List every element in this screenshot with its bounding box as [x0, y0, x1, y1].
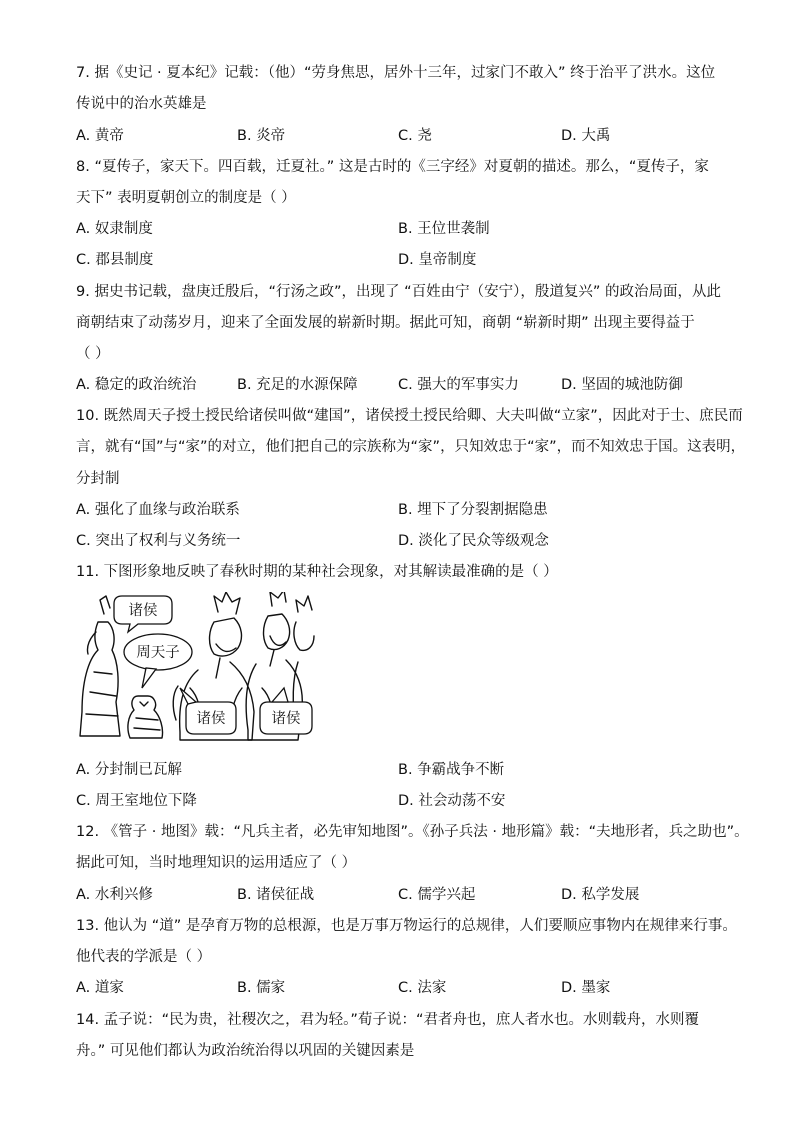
q12-option-a[interactable]: A. 水利兴修 [76, 887, 153, 903]
q13-option-a[interactable]: A. 道家 [76, 980, 124, 996]
q10-stem-line-1: 10. 既然周天子授土授民给诸侯叫做“建国”，诸侯授土授民给卿、大夫叫做“立家”，因此对于士、庶民而 [76, 408, 743, 424]
q9-stem-line-3: （ ） [76, 346, 110, 362]
q9-option-d[interactable]: D. 坚固的城池防御 [561, 377, 683, 393]
q9-stem-line-2: 商朝结束了动荡岁月，迎来了全面发展的崭新时期。据此可知，商朝 “崭新时期” 出现主要得益于 [76, 315, 695, 331]
q14-stem-line-1: 14. 孟子说：“民为贵，社稷次之，君为轻。”荀子说：“君者舟也，庶人者水也。水则载舟，水则覆 [76, 1012, 699, 1028]
q10-stem-line-3: 分封制 [76, 471, 120, 487]
q8-option-d[interactable]: D. 皇帝制度 [398, 252, 477, 268]
q8-option-b[interactable]: B. 王位世袭制 [398, 221, 490, 237]
q11-option-a[interactable]: A. 分封制已瓦解 [76, 762, 182, 778]
q8-option-a[interactable]: A. 奴隶制度 [76, 221, 153, 237]
q13-stem-line-1: 13. 他认为 “道” 是孕育万物的总根源，也是万事万物运行的总规律，人们要顺应事物内在规律来行事。 [76, 918, 737, 934]
q11-option-c[interactable]: C. 周王室地位下降 [76, 793, 197, 809]
bubble-label-1: 诸侯 [128, 603, 158, 619]
bubble-label-4: 诸侯 [271, 711, 301, 727]
q8-option-c[interactable]: C. 郡县制度 [76, 252, 154, 268]
q13-option-d[interactable]: D. 墨家 [561, 980, 611, 996]
q9-option-a[interactable]: A. 稳定的政治统治 [76, 377, 197, 393]
cartoon-figure [76, 592, 316, 744]
q10-option-b[interactable]: B. 埋下了分裂割据隐患 [398, 502, 548, 518]
q12-stem-line-2: 据此可知，当时地理知识的运用适应了（ ） [76, 855, 357, 871]
q9-stem-line-1: 9. 据史书记载，盘庚迁殷后，“行汤之政”，出现了 “百姓由宁（安宁），殷道复兴” 的政治局面，从此 [76, 284, 721, 300]
q9-option-c[interactable]: C. 强大的军事实力 [398, 377, 519, 393]
q11-stem-line-1: 11. 下图形象地反映了春秋时期的某种社会现象，对其解读最准确的是（ ） [76, 564, 558, 580]
q7-stem-line-2: 传说中的治水英雄是 [76, 96, 207, 112]
q10-option-a[interactable]: A. 强化了血缘与政治联系 [76, 502, 240, 518]
q12-option-b[interactable]: B. 诸侯征战 [237, 887, 315, 903]
q10-option-d[interactable]: D. 淡化了民众等级观念 [398, 533, 549, 549]
q8-stem-line-1: 8. “夏传子，家天下。四百载，迁夏社。” 这是古时的《三字经》对夏朝的描述。那么，“夏传子，家 [76, 159, 709, 175]
q13-option-c[interactable]: C. 法家 [398, 980, 447, 996]
q13-option-b[interactable]: B. 儒家 [237, 980, 286, 996]
bubble-label-2: 周天子 [136, 645, 180, 661]
q8-stem-line-2: 天下” 表明夏朝创立的制度是（ ） [76, 190, 296, 206]
q7-option-d[interactable]: D. 大禹 [561, 128, 611, 144]
q12-stem-line-1: 12. 《管子 · 地图》载：“凡兵主者，必先审知地图”。《孙子兵法 · 地形篇》载：“夫地形者，兵之助也”。 [76, 824, 749, 840]
bubble-label-3: 诸侯 [196, 711, 226, 727]
q7-option-a[interactable]: A. 黄帝 [76, 128, 124, 144]
q10-stem-line-2: 言，就有“国”与“家”的对立，他们把自己的宗族称为“家”，只知效忠于“家”，而不知效忠于国。这表明， [76, 439, 746, 455]
q14-stem-line-2: 舟。” 可见他们都认为政治统治得以巩固的关键因素是 [76, 1043, 415, 1059]
q9-option-b[interactable]: B. 充足的水源保障 [237, 377, 358, 393]
q11-option-b[interactable]: B. 争霸战争不断 [398, 762, 505, 778]
q11-option-d[interactable]: D. 社会动荡不安 [398, 793, 506, 809]
q10-option-c[interactable]: C. 突出了权利与义务统一 [76, 533, 241, 549]
q7-stem-line-1: 7. 据《史记 · 夏本纪》记载：（他）“劳身焦思，居外十三年，过家门不敢入” 终于治平了洪水。这位 [76, 65, 716, 81]
q12-option-c[interactable]: C. 儒学兴起 [398, 887, 476, 903]
q7-option-b[interactable]: B. 炎帝 [237, 128, 286, 144]
q7-option-c[interactable]: C. 尧 [398, 128, 432, 144]
q12-option-d[interactable]: D. 私学发展 [561, 887, 640, 903]
q13-stem-line-2: 他代表的学派是（ ） [76, 949, 212, 965]
